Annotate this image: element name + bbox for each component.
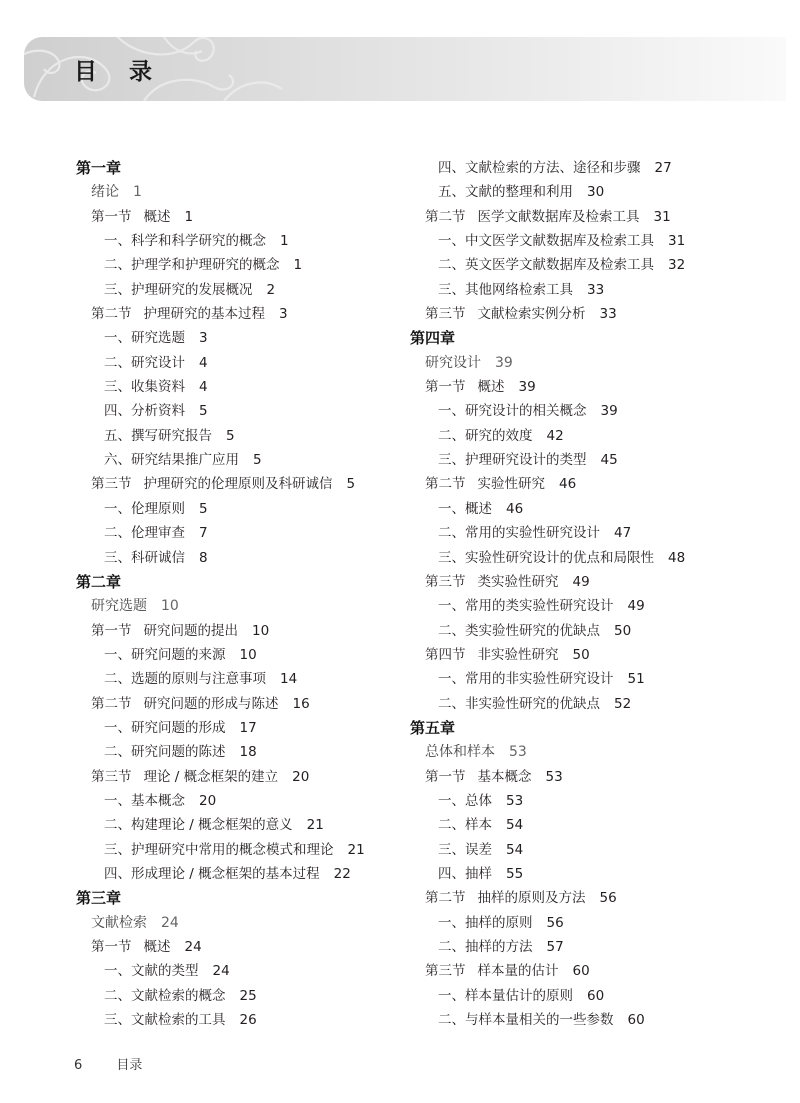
subsection-entry	[410, 229, 740, 253]
page-number: 18	[239, 744, 257, 761]
page-number: 46	[559, 476, 577, 493]
subsection-title: 三、护理研究的发展概况	[104, 281, 253, 298]
subsection-title: 一、研究设计的相关概念	[438, 403, 587, 420]
page-number: 1	[293, 257, 303, 274]
section-entry	[410, 643, 740, 667]
section-number: 第三节	[425, 306, 466, 323]
page-number: 32	[668, 257, 686, 274]
subsection-title: 五、撰写研究报告	[104, 427, 212, 444]
page-number: 27	[654, 160, 672, 176]
section-title: 非实验性研究	[477, 646, 559, 663]
page-number: 24	[184, 939, 202, 955]
page-number: 5	[199, 500, 208, 517]
section-number: 第四节	[425, 646, 466, 663]
page-number: 8	[199, 549, 208, 566]
subsection-entry	[76, 838, 406, 862]
subsection-entry	[410, 862, 740, 886]
section-number: 第一节	[91, 622, 132, 639]
page-number: 57	[546, 939, 564, 955]
subsection-entry	[76, 1008, 406, 1032]
toc-column-left	[76, 156, 406, 1032]
subsection-title: 一、样本量估计的原则	[438, 987, 573, 1004]
section-number: 第二节	[91, 695, 132, 712]
page-number: 17	[239, 719, 257, 736]
page-number: 53	[506, 792, 524, 809]
page-number: 21	[306, 817, 324, 834]
section-number: 第三节	[425, 573, 466, 590]
section-number: 第三节	[91, 476, 132, 493]
page-number: 60	[587, 987, 605, 1004]
subsection-title: 二、与样本量相关的一些参数	[438, 1012, 614, 1029]
subsection-title: 二、英文医学文献数据库及检索工具	[438, 257, 654, 274]
page-number: 1	[280, 233, 289, 250]
subsection-title: 五、文献的整理和利用	[438, 184, 573, 201]
page-number: 22	[333, 865, 351, 882]
page-number: 47	[614, 525, 632, 542]
footer-page-number: 6	[74, 1058, 83, 1073]
subsection-title: 二、常用的实验性研究设计	[438, 525, 600, 542]
section-number: 第一节	[425, 768, 466, 785]
section-title: 护理研究的伦理原则及科研诚信	[143, 476, 333, 493]
subsection-title: 三、实验性研究设计的优点和局限性	[438, 549, 654, 566]
section-title: 护理研究的基本过程	[143, 306, 265, 323]
page-number: 10	[239, 646, 257, 663]
subsection-title: 一、研究选题	[104, 330, 185, 347]
page-number: 31	[653, 208, 671, 225]
subsection-entry	[76, 326, 406, 350]
header-banner	[24, 37, 786, 101]
page-number: 53	[545, 768, 563, 785]
subsection-entry	[410, 448, 740, 472]
page-number: 10	[252, 622, 270, 639]
section-entry	[410, 302, 740, 326]
page-number: 21	[347, 841, 365, 858]
subsection-entry	[76, 862, 406, 886]
chapter-title-text: 研究选题	[91, 598, 147, 615]
subsection-entry	[410, 594, 740, 618]
page-number: 7	[199, 525, 208, 542]
chapter-title	[76, 180, 406, 204]
section-number: 第一节	[425, 379, 466, 396]
subsection-title: 三、科研诚信	[104, 549, 185, 566]
page-number: 50	[614, 622, 632, 639]
subsection-entry	[76, 497, 406, 521]
chapter-heading: 第五章	[410, 718, 456, 737]
subsection-title: 二、类实验性研究的优缺点	[438, 622, 600, 639]
section-title: 概述	[477, 379, 505, 396]
section-entry	[76, 205, 406, 229]
subsection-title: 三、收集资料	[104, 379, 185, 396]
section-entry	[410, 570, 740, 594]
subsection-entry	[410, 984, 740, 1008]
subsection-title: 一、研究问题的形成	[104, 719, 226, 736]
subsection-title: 四、文献检索的方法、途径和步骤	[438, 160, 641, 176]
subsection-entry	[76, 959, 406, 983]
page-number: 52	[614, 695, 632, 712]
page-number: 48	[668, 549, 686, 566]
page-number: 5	[199, 403, 208, 420]
page-number: 55	[506, 865, 524, 882]
page-number: 5	[226, 427, 235, 444]
chapter-heading: 第三章	[76, 889, 122, 908]
subsection-entry	[410, 667, 740, 691]
subsection-entry	[76, 813, 406, 837]
page-number: 2	[266, 281, 276, 298]
page-number: 33	[599, 306, 617, 323]
subsection-entry	[410, 424, 740, 448]
subsection-entry	[76, 716, 406, 740]
subsection-entry	[76, 253, 406, 277]
subsection-entry	[410, 521, 740, 545]
section-entry	[410, 765, 740, 789]
section-number: 第二节	[91, 306, 132, 323]
page-number: 54	[506, 817, 524, 834]
page-number: 3	[199, 330, 208, 347]
chapter-heading: 第四章	[410, 329, 456, 348]
page-number: 3	[279, 306, 288, 323]
subsection-title: 一、科学和科学研究的概念	[104, 233, 266, 250]
chapter-title	[410, 351, 740, 375]
subsection-title: 二、伦理审查	[104, 525, 185, 542]
chapter-title-text: 绪论	[91, 184, 119, 201]
chapter-title	[76, 594, 406, 618]
subsection-title: 一、抽样的原则	[438, 914, 533, 931]
subsection-title: 二、抽样的方法	[438, 939, 533, 955]
section-number: 第三节	[425, 963, 466, 980]
section-title: 样本量的估计	[477, 963, 559, 980]
section-entry	[76, 692, 406, 716]
subsection-entry	[410, 278, 740, 302]
subsection-entry	[76, 789, 406, 813]
section-entry	[76, 472, 406, 496]
section-title: 实验性研究	[477, 476, 545, 493]
chapter-heading: 第一章	[76, 159, 122, 177]
section-entry	[410, 472, 740, 496]
subsection-entry	[76, 521, 406, 545]
subsection-title: 一、总体	[438, 792, 492, 809]
page-number: 26	[239, 1012, 257, 1029]
page-number: 42	[546, 427, 564, 444]
subsection-entry	[76, 984, 406, 1008]
subsection-entry	[76, 375, 406, 399]
section-number: 第二节	[425, 208, 466, 225]
subsection-title: 三、文献检索的工具	[104, 1012, 226, 1029]
subsection-title: 三、其他网络检索工具	[438, 281, 573, 298]
page-number: 53	[509, 744, 527, 761]
page-number: 45	[600, 452, 618, 469]
subsection-title: 一、伦理原则	[104, 500, 185, 517]
subsection-title: 四、形成理论 / 概念框架的基本过程	[104, 865, 320, 882]
page-number: 56	[599, 890, 617, 907]
section-number: 第二节	[425, 476, 466, 493]
subsection-title: 二、研究问题的陈述	[104, 744, 226, 761]
subsection-title: 一、概述	[438, 500, 492, 517]
subsection-entry	[410, 180, 740, 204]
subsection-entry	[410, 911, 740, 935]
page-number: 60	[572, 963, 590, 980]
subsection-entry	[76, 546, 406, 570]
section-title: 研究问题的形成与陈述	[143, 695, 279, 712]
subsection-title: 二、选题的原则与注意事项	[104, 671, 266, 688]
subsection-entry	[410, 692, 740, 716]
page-number: 54	[506, 841, 524, 858]
page-number: 24	[212, 963, 230, 980]
page-number: 5	[346, 476, 356, 493]
subsection-entry	[76, 278, 406, 302]
subsection-entry	[410, 253, 740, 277]
page-number: 60	[627, 1012, 645, 1029]
subsection-entry	[76, 740, 406, 764]
section-title: 基本概念	[477, 768, 532, 785]
section-entry	[76, 765, 406, 789]
subsection-title: 二、研究的效度	[438, 427, 533, 444]
subsection-title: 一、常用的非实验性研究设计	[438, 671, 614, 688]
page-number: 1	[184, 208, 194, 225]
section-title: 医学文献数据库及检索工具	[477, 208, 640, 225]
page-number: 39	[518, 379, 536, 396]
subsection-title: 二、文献检索的概念	[104, 987, 226, 1004]
section-entry	[410, 375, 740, 399]
subsection-title: 一、文献的类型	[104, 963, 199, 980]
subsection-title: 一、研究问题的来源	[104, 646, 226, 663]
section-entry	[76, 302, 406, 326]
subsection-entry	[410, 1008, 740, 1032]
subsection-title: 二、样本	[438, 817, 492, 834]
subsection-title: 一、中文医学文献数据库及检索工具	[438, 233, 654, 250]
subsection-entry	[410, 497, 740, 521]
section-number: 第一节	[91, 208, 132, 225]
page-number: 51	[627, 671, 645, 688]
subsection-entry	[410, 399, 740, 423]
subsection-title: 二、研究设计	[104, 354, 185, 371]
chapter-title	[410, 740, 740, 764]
subsection-entry	[410, 838, 740, 862]
page-number: 4	[199, 379, 208, 396]
section-entry	[76, 619, 406, 643]
section-number: 第一节	[91, 939, 132, 955]
section-entry	[410, 959, 740, 983]
section-title: 理论 / 概念框架的建立	[143, 768, 279, 785]
subsection-entry	[410, 813, 740, 837]
subsection-title: 二、非实验性研究的优缺点	[438, 695, 600, 712]
subsection-entry	[76, 643, 406, 667]
page-footer	[74, 1054, 142, 1073]
page-number: 16	[292, 695, 310, 712]
page-title: 目 录	[74, 59, 165, 85]
section-title: 概述	[143, 939, 171, 955]
subsection-title: 三、护理研究中常用的概念模式和理论	[104, 841, 334, 858]
subsection-entry	[76, 229, 406, 253]
section-number: 第三节	[91, 768, 132, 785]
chapter-title-text: 总体和样本	[425, 744, 495, 761]
subsection-entry	[76, 399, 406, 423]
subsection-entry	[76, 667, 406, 691]
page-number: 14	[280, 671, 298, 688]
section-number: 第二节	[425, 890, 466, 907]
page-number: 50	[572, 646, 590, 663]
page-number: 4	[199, 354, 208, 371]
chapter-heading: 第二章	[76, 572, 122, 591]
section-entry	[410, 886, 740, 910]
footer-label: 目录	[116, 1058, 143, 1073]
subsection-title: 三、误差	[438, 841, 492, 858]
section-title: 文献检索实例分析	[477, 306, 586, 323]
page-number: 46	[506, 500, 524, 517]
subsection-title: 三、护理研究设计的类型	[438, 452, 587, 469]
subsection-entry	[410, 619, 740, 643]
section-title: 类实验性研究	[477, 573, 559, 590]
page-number: 5	[253, 452, 262, 469]
page-number: 1	[133, 184, 142, 201]
page-number: 10	[161, 598, 179, 615]
page-number: 33	[587, 281, 605, 298]
toc-column-right	[410, 156, 740, 1032]
section-title: 研究问题的提出	[143, 622, 238, 639]
chapter-title-text: 文献检索	[91, 914, 147, 931]
page-number: 25	[239, 987, 257, 1004]
page-number: 24	[161, 914, 179, 931]
subsection-entry	[76, 424, 406, 448]
subsection-entry	[410, 789, 740, 813]
page-number: 39	[495, 354, 513, 371]
subsection-title: 一、常用的类实验性研究设计	[438, 598, 614, 615]
page-number: 49	[572, 573, 590, 590]
page-number: 39	[600, 403, 618, 420]
subsection-title: 二、护理学和护理研究的概念	[104, 257, 280, 274]
subsection-entry	[76, 448, 406, 472]
subsection-title: 六、研究结果推广应用	[104, 452, 239, 469]
chapter-title	[76, 911, 406, 935]
page-number: 30	[587, 184, 605, 201]
subsection-title: 四、抽样	[438, 865, 492, 882]
page-number: 20	[199, 792, 217, 809]
section-title: 抽样的原则及方法	[477, 890, 586, 907]
chapter-title-text: 研究设计	[425, 354, 481, 371]
section-title: 概述	[143, 208, 171, 225]
subsection-entry	[410, 546, 740, 570]
page-number: 56	[546, 914, 564, 931]
page-number: 49	[627, 598, 645, 615]
subsection-entry	[410, 156, 740, 180]
section-entry	[410, 205, 740, 229]
subsection-entry	[410, 935, 740, 959]
page-number: 31	[668, 233, 686, 250]
subsection-title: 一、基本概念	[104, 792, 185, 809]
subsection-title: 二、构建理论 / 概念框架的意义	[104, 817, 293, 834]
section-entry	[76, 935, 406, 959]
subsection-title: 四、分析资料	[104, 403, 185, 420]
subsection-entry	[76, 351, 406, 375]
page-number: 20	[292, 768, 310, 785]
